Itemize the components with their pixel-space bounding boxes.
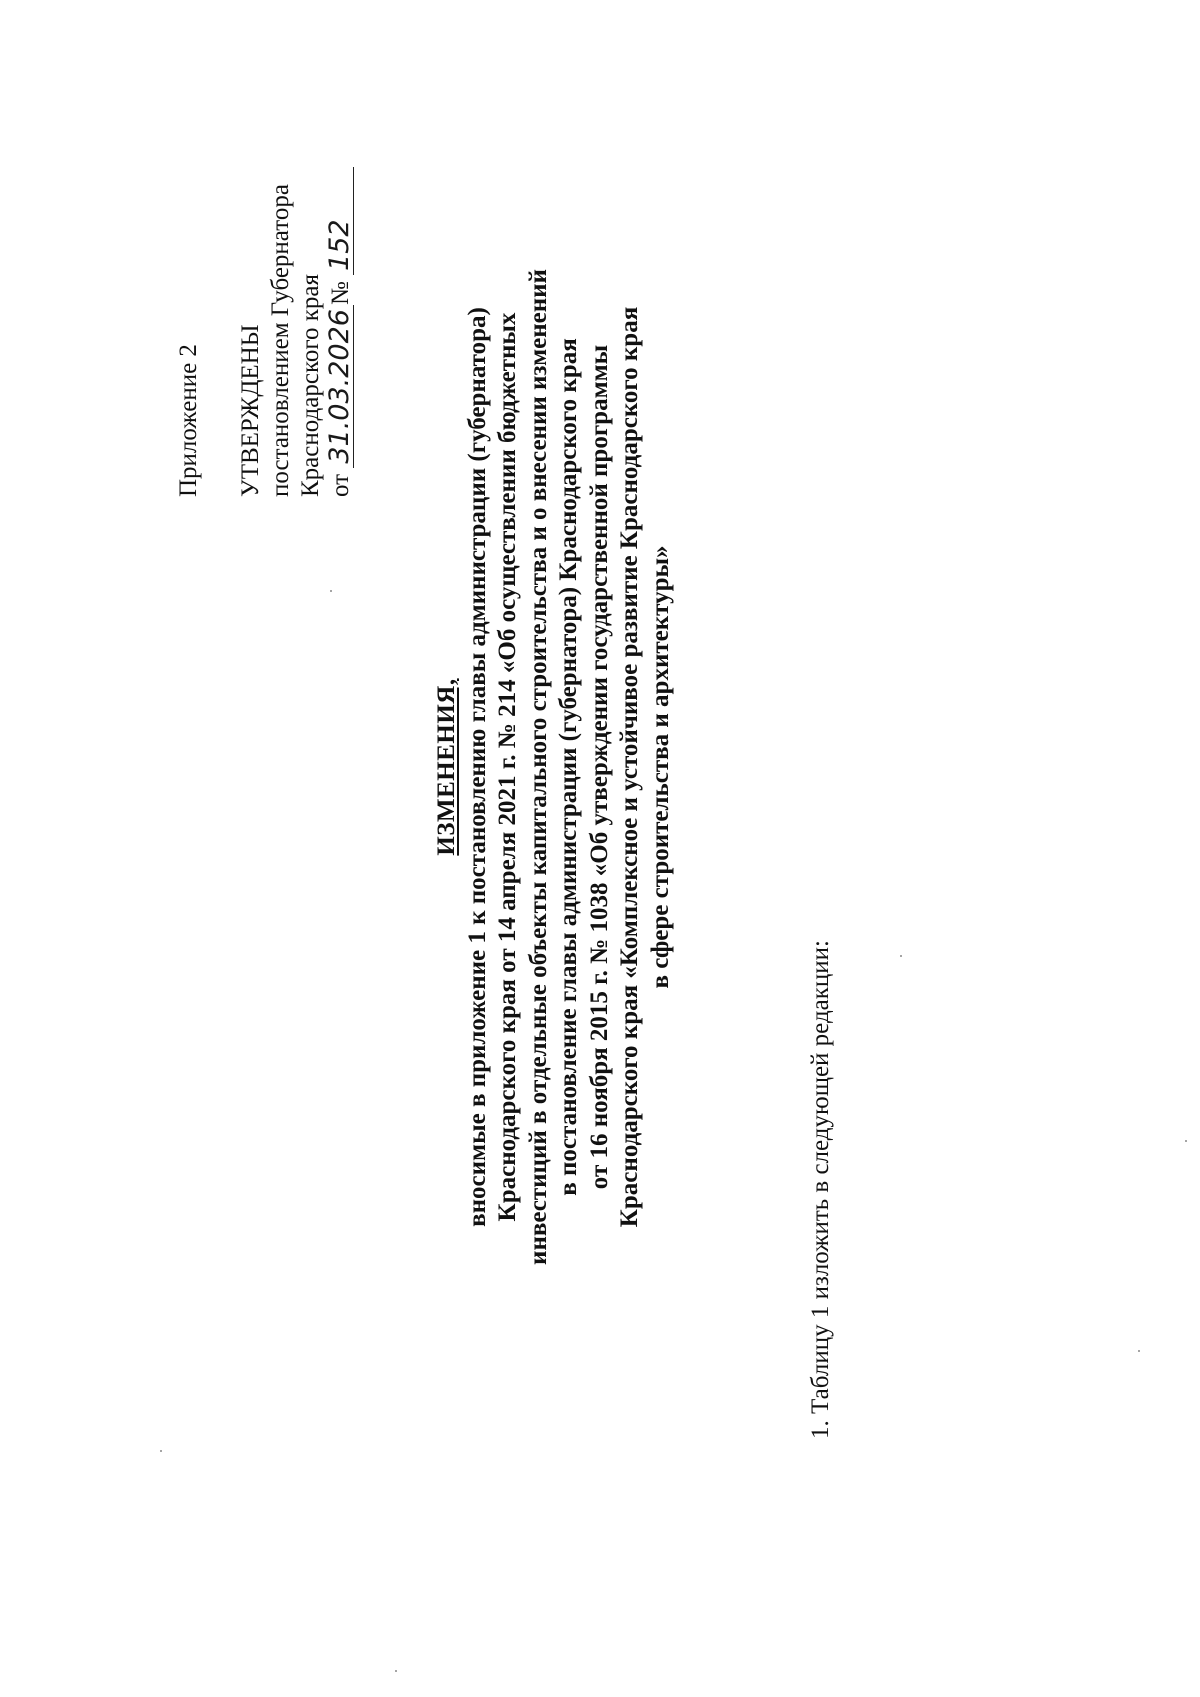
scan-speck — [160, 1450, 162, 1452]
title-line: в постановление главы администрации (губернатора) Краснодарского края — [555, 338, 582, 1196]
approved-word: УТВЕРЖДЕНЫ — [237, 324, 264, 497]
document-title — [432, 157, 676, 1377]
scan-speck — [330, 590, 332, 592]
scan-speck — [395, 1670, 397, 1672]
scan-speck — [900, 955, 902, 957]
body-paragraph: 1. Таблицу 1 изложить в следующей редакции: — [807, 940, 834, 1439]
title-line: от 16 ноября 2015 г. № 1038 «Об утверждении государственной программы — [585, 344, 613, 1190]
appendix-label: Приложение 2 — [175, 344, 202, 497]
approval-block — [236, 167, 356, 497]
scan-speck — [1185, 1140, 1187, 1142]
title-line: в сфере строительства и архитектуры» — [646, 545, 674, 989]
date-prefix: от — [327, 473, 354, 497]
approval-date-line — [326, 167, 356, 497]
scan-speck — [1138, 1350, 1140, 1352]
handwritten-date: 31.03.2026 — [327, 305, 354, 468]
approval-region-line: Краснодарского края — [297, 274, 324, 497]
approval-issuer-line: постановлением Губернатора — [267, 184, 294, 497]
title-line: инвестиций в отдельные объекты капитального строительства и о внесении изменений — [524, 269, 552, 1265]
title-line: Краснодарского края «Комплексное и устойчивое развитие Краснодарского края — [616, 306, 643, 1228]
title-heading: ИЗМЕНЕНИЯ, — [433, 678, 460, 856]
number-prefix: № — [327, 281, 354, 306]
handwritten-number: 152 — [327, 167, 354, 275]
title-line: Краснодарского края от 14 апреля 2021 г. № 214 «Об осуществлении бюджетных — [494, 312, 521, 1222]
title-line: вносимые в приложение 1 к постановлению главы администрации (губернатора) — [463, 307, 491, 1227]
